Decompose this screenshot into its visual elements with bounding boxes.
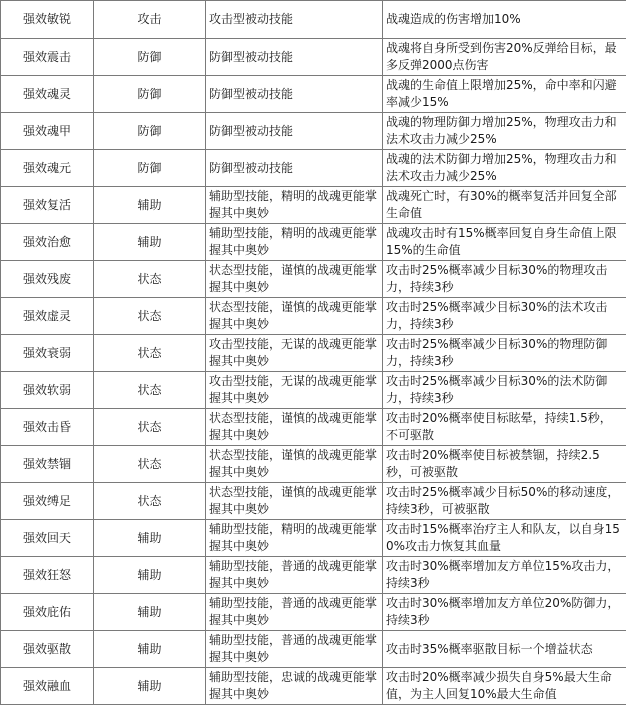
skill-description-cell: 攻击时25%概率减少目标30%的物理攻击力，持续3秒 [383,261,626,298]
skill-type-cell: 状态 [94,372,206,409]
skill-name-cell: 强效敏锐 [1,1,94,39]
skill-description-cell: 攻击时25%概率减少目标30%的法术防御力，持续3秒 [383,372,626,409]
skill-name-cell: 强效震击 [1,39,94,76]
skill-description-cell: 战魂的生命值上限增加25%，命中率和闪避率减少15% [383,76,626,113]
skill-category-cell: 辅助型技能，精明的战魂更能掌握其中奥妙 [206,224,383,261]
skill-type-cell: 辅助 [94,224,206,261]
table-row [1,224,626,261]
skill-type-cell: 防御 [94,39,206,76]
table-row [1,372,626,409]
skill-name-cell: 强效缚足 [1,483,94,520]
table-row [1,594,626,631]
skill-description-cell: 战魂攻击时有15%概率回复自身生命值上限15%的生命值 [383,224,626,261]
skill-name-cell: 强效魂元 [1,150,94,187]
skill-name-cell: 强效回天 [1,520,94,557]
table-row [1,631,626,668]
skill-type-cell: 状态 [94,446,206,483]
table-row [1,668,626,705]
skill-name-cell: 强效残废 [1,261,94,298]
skill-category-cell: 状态型技能，谨慎的战魂更能掌握其中奥妙 [206,409,383,446]
skill-category-cell: 防御型被动技能 [206,150,383,187]
table-row [1,1,626,39]
skill-name-cell: 强效庇佑 [1,594,94,631]
skill-category-cell: 辅助型技能，普通的战魂更能掌握其中奥妙 [206,594,383,631]
skill-description-cell: 战魂将自身所受到伤害20%反弹给目标，最多反弹2000点伤害 [383,39,626,76]
skill-type-cell: 辅助 [94,187,206,224]
table-row [1,261,626,298]
skill-name-cell: 强效虚灵 [1,298,94,335]
skill-category-cell: 攻击型技能，无谋的战魂更能掌握其中奥妙 [206,335,383,372]
skill-name-cell: 强效衰弱 [1,335,94,372]
skill-type-cell: 防御 [94,150,206,187]
skill-category-cell: 防御型被动技能 [206,76,383,113]
table-row [1,483,626,520]
table-row [1,150,626,187]
table-row [1,446,626,483]
skill-description-cell: 战魂的法术防御力增加25%，物理攻击力和法术攻击力减少25% [383,150,626,187]
skill-type-cell: 防御 [94,76,206,113]
skill-category-cell: 攻击型技能，无谋的战魂更能掌握其中奥妙 [206,372,383,409]
skill-name-cell: 强效魂灵 [1,76,94,113]
table-row [1,76,626,113]
skill-category-cell: 状态型技能，谨慎的战魂更能掌握其中奥妙 [206,483,383,520]
skill-type-cell: 状态 [94,409,206,446]
skill-type-cell: 辅助 [94,631,206,668]
skill-name-cell: 强效融血 [1,668,94,705]
skill-category-cell: 防御型被动技能 [206,39,383,76]
table-row [1,520,626,557]
skill-name-cell: 强效驱散 [1,631,94,668]
skill-category-cell: 状态型技能，谨慎的战魂更能掌握其中奥妙 [206,261,383,298]
skill-description-cell: 攻击时35%概率驱散目标一个增益状态 [383,631,626,668]
skill-category-cell: 状态型技能，谨慎的战魂更能掌握其中奥妙 [206,446,383,483]
skill-category-cell: 辅助型技能，精明的战魂更能掌握其中奥妙 [206,520,383,557]
table-row [1,335,626,372]
skill-type-cell: 辅助 [94,594,206,631]
table-row [1,298,626,335]
skill-type-cell: 攻击 [94,1,206,39]
skill-type-cell: 状态 [94,335,206,372]
table-row [1,409,626,446]
skill-type-cell: 辅助 [94,520,206,557]
skill-description-cell: 攻击时30%概率增加友方单位20%防御力，持续3秒 [383,594,626,631]
skill-category-cell: 辅助型技能，普通的战魂更能掌握其中奥妙 [206,631,383,668]
skill-type-cell: 辅助 [94,557,206,594]
skill-name-cell: 强效禁锢 [1,446,94,483]
skill-table-body [1,1,626,705]
skill-type-cell: 辅助 [94,668,206,705]
skill-description-cell: 攻击时15%概率治疗主人和队友，以自身150%攻击力恢复其血量 [383,520,626,557]
skill-category-cell: 状态型技能，谨慎的战魂更能掌握其中奥妙 [206,298,383,335]
skill-description-cell: 攻击时25%概率减少目标30%的法术攻击力，持续3秒 [383,298,626,335]
skill-description-cell: 攻击时30%概率增加友方单位15%攻击力，持续3秒 [383,557,626,594]
skill-name-cell: 强效狂怒 [1,557,94,594]
skill-description-cell: 攻击时25%概率减少目标30%的物理防御力，持续3秒 [383,335,626,372]
skill-name-cell: 强效复活 [1,187,94,224]
skill-category-cell: 辅助型技能，精明的战魂更能掌握其中奥妙 [206,187,383,224]
skill-category-cell: 辅助型技能，普通的战魂更能掌握其中奥妙 [206,557,383,594]
skill-category-cell: 辅助型技能，忠诚的战魂更能掌握其中奥妙 [206,668,383,705]
skill-description-cell: 战魂造成的伤害增加10% [383,1,626,39]
skill-category-cell: 防御型被动技能 [206,113,383,150]
table-row [1,113,626,150]
skill-name-cell: 强效治愈 [1,224,94,261]
skill-description-cell: 攻击时25%概率减少目标50%的移动速度，持续3秒，可被驱散 [383,483,626,520]
table-row [1,39,626,76]
skill-type-cell: 防御 [94,113,206,150]
skill-name-cell: 强效击昏 [1,409,94,446]
skill-type-cell: 状态 [94,483,206,520]
skill-category-cell: 攻击型被动技能 [206,1,383,39]
skill-description-cell: 战魂死亡时，有30%的概率复活并回复全部生命值 [383,187,626,224]
skill-description-cell: 攻击时20%概率减少损失自身5%最大生命值，为主人回复10%最大生命值 [383,668,626,705]
table-row [1,187,626,224]
skill-description-cell: 战魂的物理防御力增加25%，物理攻击力和法术攻击力减少25% [383,113,626,150]
skill-type-cell: 状态 [94,261,206,298]
table-row [1,557,626,594]
skill-description-cell: 攻击时20%概率使目标眩晕，持续1.5秒，不可驱散 [383,409,626,446]
skill-name-cell: 强效魂甲 [1,113,94,150]
skill-type-cell: 状态 [94,298,206,335]
skill-description-cell: 攻击时20%概率使目标被禁锢，持续2.5秒，可被驱散 [383,446,626,483]
skill-name-cell: 强效软弱 [1,372,94,409]
